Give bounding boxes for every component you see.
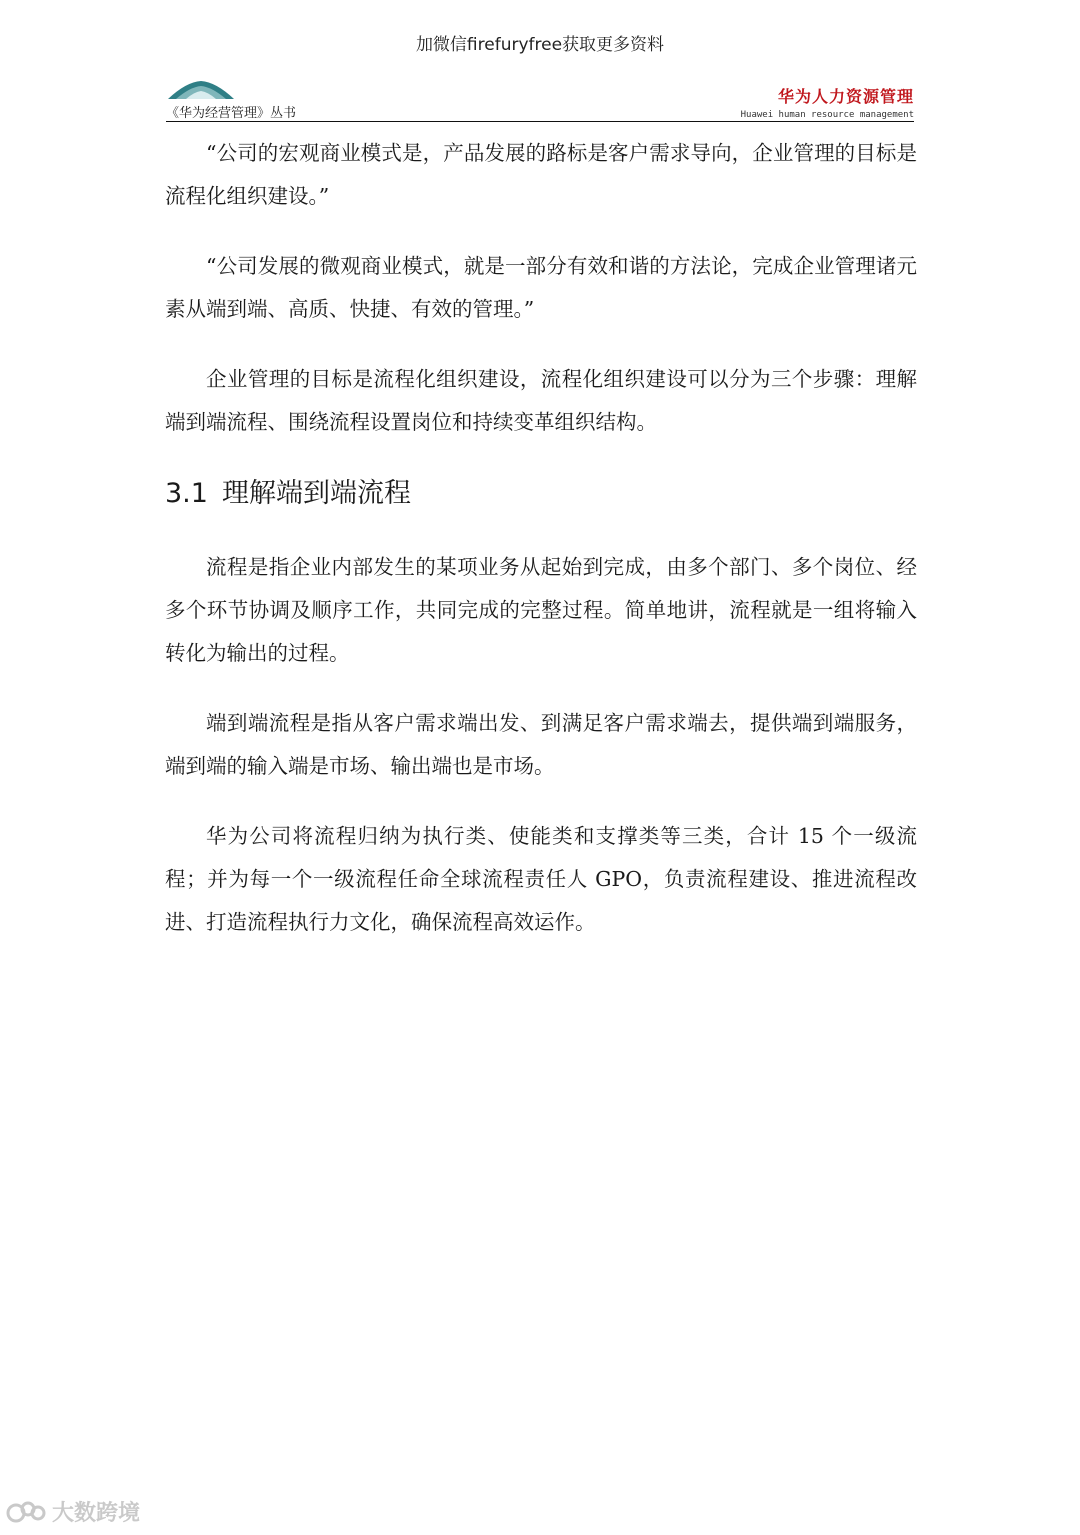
series-title: 《华为经营管理》丛书: [166, 106, 297, 121]
header-divider: [166, 121, 914, 122]
top-banner: 加微信firefuryfree获取更多资料: [415, 35, 665, 55]
body-paragraph: 端到端流程是指从客户需求端出发、到满足客户需求端去，提供端到端服务，端到端的输入端是市场、输出端也是市场。: [165, 711, 917, 778]
watermark-logo-icon: [6, 1497, 48, 1527]
page-content: [165, 132, 917, 971]
body-paragraph: 流程是指企业内部发生的某项业务从起始到完成，由多个部门、多个岗位、经多个环节协调及顺序工作，共同完成的完整过程。简单地讲，流程就是一组将输入转化为输出的过程。: [165, 555, 917, 665]
series-header: [166, 78, 306, 121]
intro-paragraph: “公司发展的微观商业模式，就是一部分有效和谐的方法论，完成企业管理诸元素从端到端、高质、快捷、有效的管理。”: [165, 254, 917, 321]
mountain-logo-icon: [166, 78, 236, 100]
body-paragraph: 华为公司将流程归纳为执行类、使能类和支撑类等三类，合计 15 个一级流程；并为每一个一级流程任命全球流程责任人 GPO，负责流程建设、推进流程改进、打造流程执行力文化，确保流程高效运作。: [165, 824, 917, 934]
watermark: [6, 1496, 140, 1527]
section-title: 理解端到端流程: [221, 478, 411, 509]
book-subtitle: Huawei human resource management: [740, 110, 914, 120]
section-number: 3.1: [165, 478, 208, 509]
watermark-text: 大数跨境: [52, 1501, 141, 1526]
intro-paragraph: “公司的宏观商业模式是，产品发展的路标是客户需求导向，企业管理的目标是流程化组织建设。”: [165, 141, 917, 208]
intro-paragraph: 企业管理的目标是流程化组织建设，流程化组织建设可以分为三个步骤：理解端到端流程、围绕流程设置岗位和持续变革组织结构。: [165, 367, 917, 434]
book-title: 华为人力资源管理: [777, 87, 914, 106]
book-header: [741, 84, 914, 120]
section-heading: [165, 474, 917, 514]
